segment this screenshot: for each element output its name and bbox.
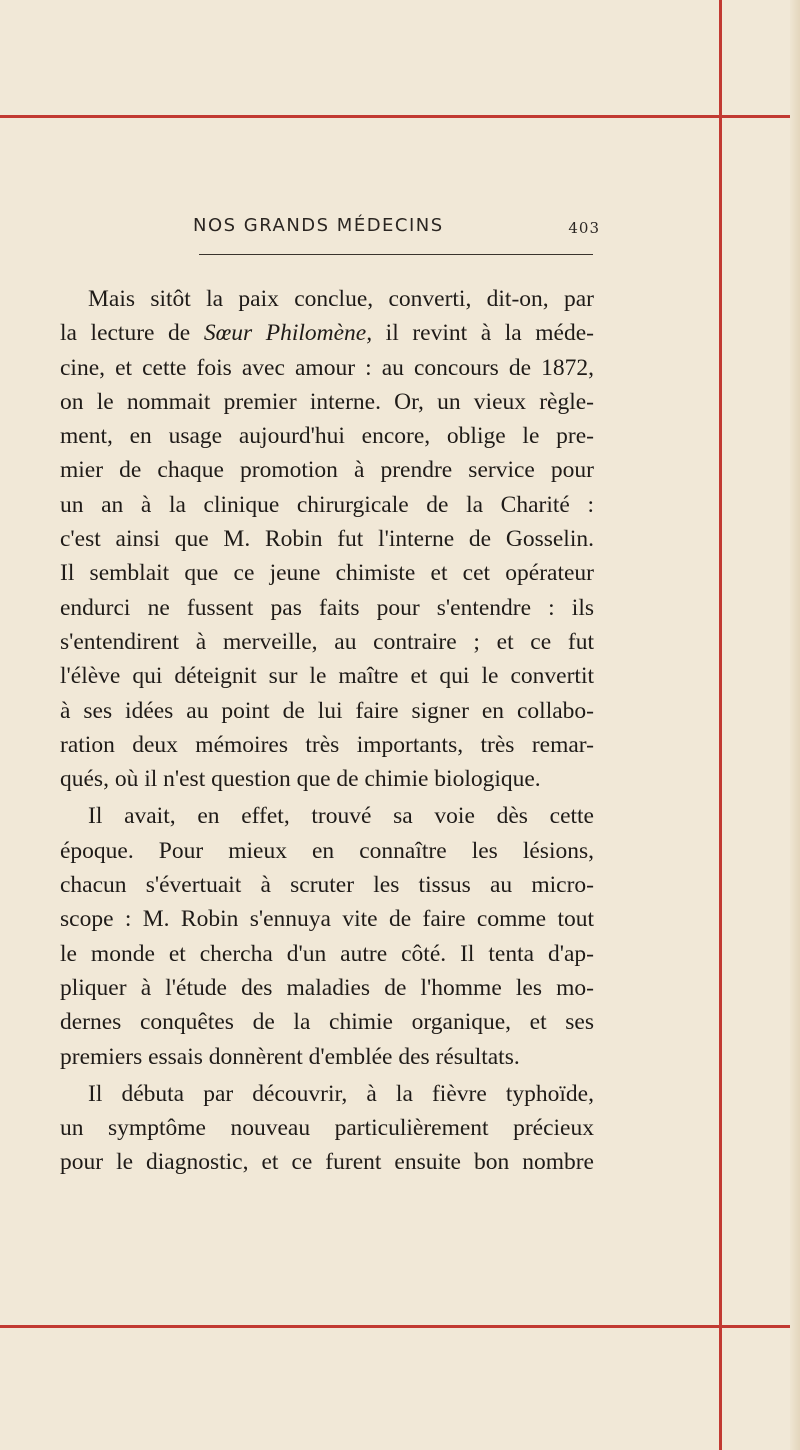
text-line: s'entendirent à merveille, au contraire ; et ce fut (60, 628, 594, 655)
page-number: 403 (568, 219, 600, 237)
text-line: Mais sitôt la paix conclue, converti, dit-on, par (88, 286, 594, 312)
header-rule (199, 254, 593, 255)
text-line: pour le diagnostic, et ce furent ensuite bon nombre (60, 1149, 594, 1176)
text-line: chacun s'évertuait à scruter les tissus au micro- (60, 872, 594, 899)
page-edge (790, 0, 800, 1450)
text-line: scope : M. Robin s'ennuya vite de faire comme tout (60, 906, 594, 933)
text-line: mier de chaque promotion à prendre service pour (60, 457, 594, 484)
text-line: qués, où il n'est question que de chimie biologique. (60, 766, 541, 793)
text-line: époque. Pour mieux en connaître les lésions, (60, 837, 594, 864)
text-fragment: il revint à la méde- (372, 320, 594, 347)
top-red-rule (0, 115, 800, 118)
text-line: Il avait, en effet, trouvé sa voie dès cette (88, 803, 594, 830)
text-line (60, 316, 594, 350)
text-line: cine, et cette fois avec amour : au concours de 1872, (60, 354, 594, 381)
text-line: c'est ainsi que M. Robin fut l'interne de Gosselin. (60, 526, 594, 553)
text-line: ration deux mémoires très importants, très remar- (60, 731, 594, 758)
body-text (60, 282, 594, 1180)
text-line: un symptôme nouveau particulièrement précieux (60, 1115, 594, 1142)
text-line: à ses idées au point de lui faire signer en collabo- (60, 697, 594, 724)
running-header (60, 213, 600, 247)
text-fragment: la lecture de (60, 320, 204, 347)
text-line: Il débuta par découvrir, à la fièvre typhoïde, (88, 1080, 594, 1107)
text-line: pliquer à l'étude des maladies de l'homme les mo- (60, 974, 594, 1001)
text-line: premiers essais donnèrent d'emblée des résultats. (60, 1043, 520, 1070)
text-line: Il semblait que ce jeune chimiste et cet opérateur (60, 560, 594, 587)
right-red-rule (719, 0, 722, 1450)
running-title: NOS GRANDS MÉDECINS (193, 215, 444, 236)
text-line: ment, en usage aujourd'hui encore, oblige le pre- (60, 423, 594, 450)
book-title-italic: Sœur Philomène, (203, 320, 373, 347)
text-line: un an à la clinique chirurgicale de la Charité : (60, 491, 594, 518)
text-line: on le nommait premier interne. Or, un vieux règle- (60, 388, 594, 415)
text-line: endurci ne fussent pas faits pour s'entendre : ils (60, 594, 594, 621)
text-line: dernes conquêtes de la chimie organique, et ses (60, 1009, 594, 1036)
bottom-red-rule (0, 1325, 800, 1328)
text-line: l'élève qui déteignit sur le maître et qui le convertit (60, 663, 594, 690)
text-line: le monde et chercha d'un autre côté. Il tenta d'ap- (60, 940, 594, 967)
